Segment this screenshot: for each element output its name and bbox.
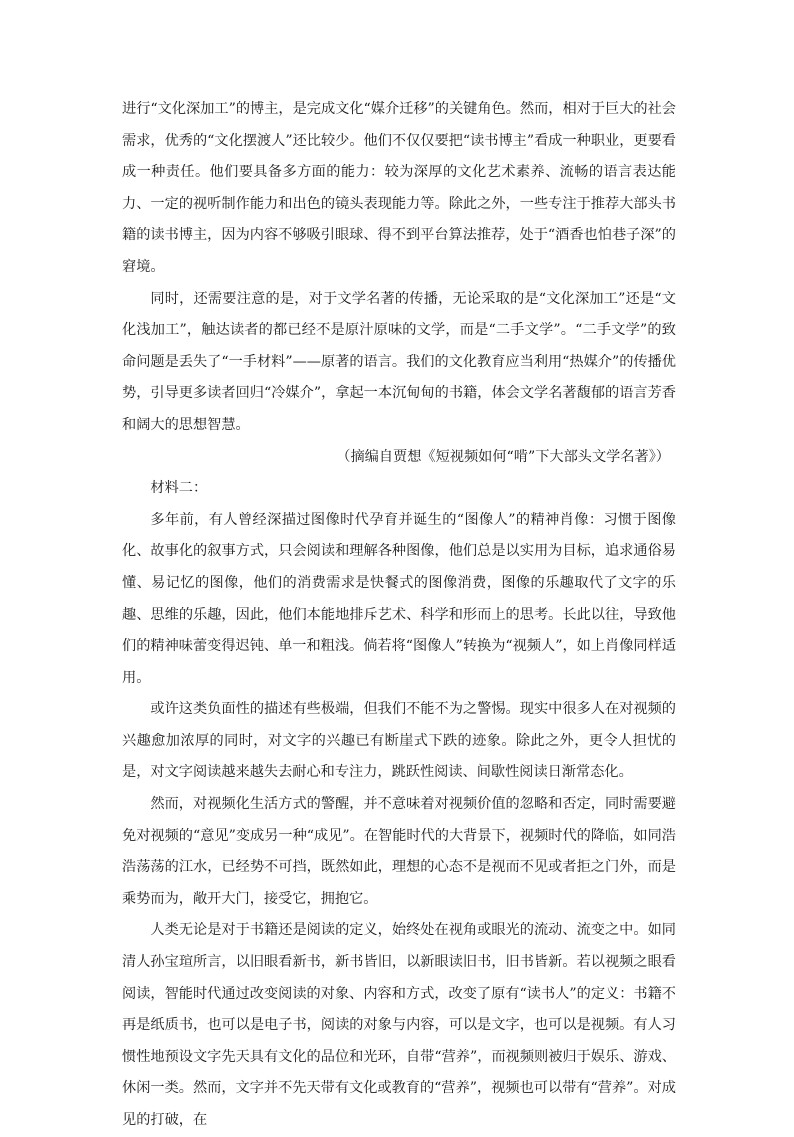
paragraph-embrace-video: 然而，对视频化生活方式的警醒，并不意味着对视频价值的忽略和否定，同时需要避免对视频的“意见”变成另一种“成见”。在智能时代的大背景下，视频时代的降临，如同浩浩荡荡的江水，已经势不可挡，既然如此，理想的心态不是视而不见或者拒之门外，而是乘势而为，敞开大门，接受它，拥抱它。 xyxy=(122,796,676,907)
material-two-label: 材料二： xyxy=(150,480,208,497)
source-citation: （摘编自贾想《短视频如何“啃”下大部头文学名著》） xyxy=(336,448,670,465)
paragraph-warning: 或许这类负面性的描述有些极端，但我们不能不为之警惕。现实中很多人在对视频的兴趣愈加浓厚的同时，对文字的兴趣已有断崖式下跌的迹象。除此之外，更令人担忧的是，对文字阅读越来越失去耐心和专注力，跳跃性阅读、间歇性阅读日渐常态化。 xyxy=(122,701,676,781)
paragraph-reading-definition: 人类无论是对于书籍还是阅读的定义，始终处在视角或眼光的流动、流变之中。如同清人孙宝瑄所言，以旧眼看新书，新书皆旧，以新眼读旧书，旧书皆新。若以视频之眼看阅读，智能时代通过改变阅读的对象、内容和方式，改变了原有“读书人”的定义：书籍不再是纸质书，也可以是电子书，阅读的对象与内容，可以是文字，也可以是视频。有人习惯性地预设文字先天具有文化的品位和光环，自带“营养”，而视频则被归于娱乐、游戏、休闲一类。然而，文字并不先天带有文化或教育的“营养”，视频也可以带有“营养”。对成见的打破，在 xyxy=(122,922,676,1128)
paragraph-culture-bloggers: 进行“文化深加工”的博主，是完成文化“媒介迁移”的关键角色。然而，相对于巨大的社会需求，优秀的“文化摆渡人”还比较少。他们不仅仅要把“读书博主”看成一种职业，更要看成一种责任。他们要具备多方面的能力：较为深厚的文化艺术素养、流畅的语言表达能力、一定的视听制作能力和出色的镜头表现能力等。除此之外，一些专注于推荐大部头书籍的读书博主，因为内容不够吸引眼球、得不到平台算法推荐，处于“酒香也怕巷子深”的窘境。 xyxy=(122,101,676,275)
article-body xyxy=(122,94,676,1137)
paragraph-second-hand-literature: 同时，还需要注意的是，对于文学名著的传播，无论采取的是“文化深加工”还是“文化浅加工”，触达读者的都已经不是原汁原味的文学，而是“二手文学”。“二手文学”的致命问题是丢失了“一手材料”——原著的语言。我们的文化教育应当利用“热媒介”的传播优势，引导更多读者回归“冷媒介”，拿起一本沉甸甸的书籍，体会文学名著馥郁的语言芳香和阔大的思想智慧。 xyxy=(122,290,676,433)
paragraph-image-people: 多年前，有人曾经深描过图像时代孕育并诞生的“图像人”的精神肖像：习惯于图像化、故事化的叙事方式，只会阅读和理解各种图像，他们总是以实用为目标，追求通俗易懂、易记忆的图像，他们的消费需求是快餐式的图像消费，图像的乐趣取代了文字的乐趣、思维的乐趣，因此，他们本能地排斥艺术、科学和形而上的思考。长此以往，导致他们的精神味蕾变得迟钝、单一和粗浅。倘若将“图像人”转换为“视频人”，如上肖像同样适用。 xyxy=(122,511,676,686)
